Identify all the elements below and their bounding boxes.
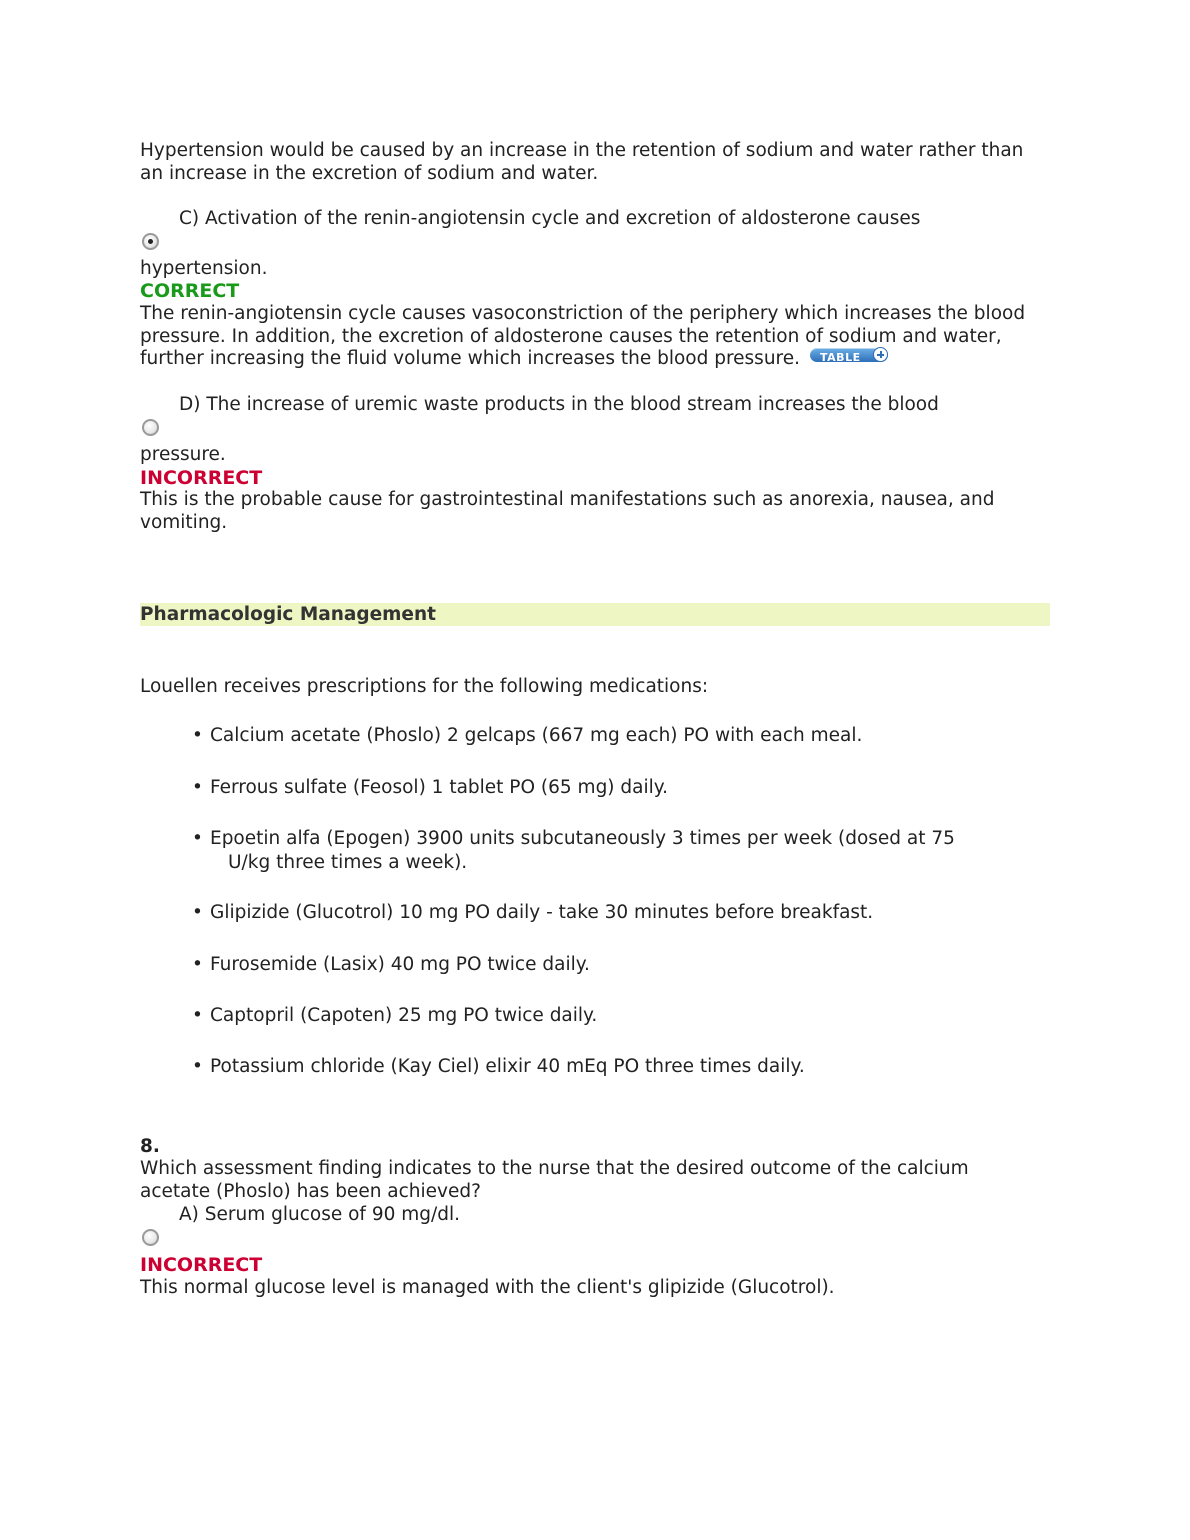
option-d-text-continued: pressure. [140, 444, 226, 465]
option-c-rationale-text: The renin-angiotensin cycle causes vasoconstriction of the periphery which increases the blood pressure. In addition, the excretion of aldosterone causes the retention of sodium and water, further increasing the fluid volume which increases the blood pressure. [140, 303, 1026, 369]
radio-selected-dot [148, 239, 153, 244]
option-d-text: D) The increase of uremic waste products in the blood stream increases the blood [179, 394, 939, 415]
section-intro: Louellen receives prescriptions for the following medications: [140, 676, 709, 697]
list-item: • Furosemide (Lasix) 40 mg PO twice daily. [192, 954, 590, 975]
option-b-rationale: Hypertension would be caused by an increase in the retention of sodium and water rather than an increase in the excretion of sodium and water. [140, 140, 1024, 184]
list-item: • Ferrous sulfate (Feosol) 1 tablet PO (65 mg) daily. [192, 777, 668, 798]
section-header [140, 603, 1050, 626]
option-a-radio[interactable] [142, 1229, 159, 1246]
option-a-rationale: This normal glucose level is managed with the client's glipizide (Glucotrol). [140, 1277, 835, 1298]
section-title: Pharmacologic Management [140, 604, 436, 625]
option-d-rationale: This is the probable cause for gastrointestinal manifestations such as anorexia, nausea, and vomiting. [140, 489, 995, 533]
list-item: • Potassium chloride (Kay Ciel) elixir 40 mEq PO three times daily. [192, 1056, 805, 1077]
option-c-text: C) Activation of the renin-angiotensin cycle and excretion of aldosterone causes [179, 208, 921, 229]
option-c-radio[interactable] [142, 233, 159, 250]
option-c-text-continued: hypertension. [140, 258, 268, 279]
option-c-rationale [140, 303, 1050, 371]
list-item: • Captopril (Capoten) 25 mg PO twice daily. [192, 1005, 598, 1026]
list-item: • Glipizide (Glucotrol) 10 mg PO daily - take 30 minutes before breakfast. [192, 902, 874, 923]
table-button[interactable] [810, 348, 888, 362]
option-c-result-correct: CORRECT [140, 280, 240, 302]
list-item: • Epoetin alfa (Epogen) 3900 units subcutaneously 3 times per week (dosed at 75 U/kg three times a week). [192, 828, 955, 873]
option-d-result-incorrect: INCORRECT [140, 467, 263, 489]
list-item: • Calcium acetate (Phoslo) 2 gelcaps (667 mg each) PO with each meal. [192, 725, 863, 746]
option-a-text: A) Serum glucose of 90 mg/dl. [179, 1204, 461, 1225]
option-d-radio[interactable] [142, 419, 159, 436]
option-a-result-incorrect: INCORRECT [140, 1254, 263, 1276]
table-button-label: TABLE [820, 351, 861, 364]
question-number: 8. [140, 1136, 160, 1157]
plus-icon [873, 347, 888, 362]
question-text: Which assessment finding indicates to the nurse that the desired outcome of the calcium acetate (Phoslo) has been achieved? [140, 1158, 969, 1202]
